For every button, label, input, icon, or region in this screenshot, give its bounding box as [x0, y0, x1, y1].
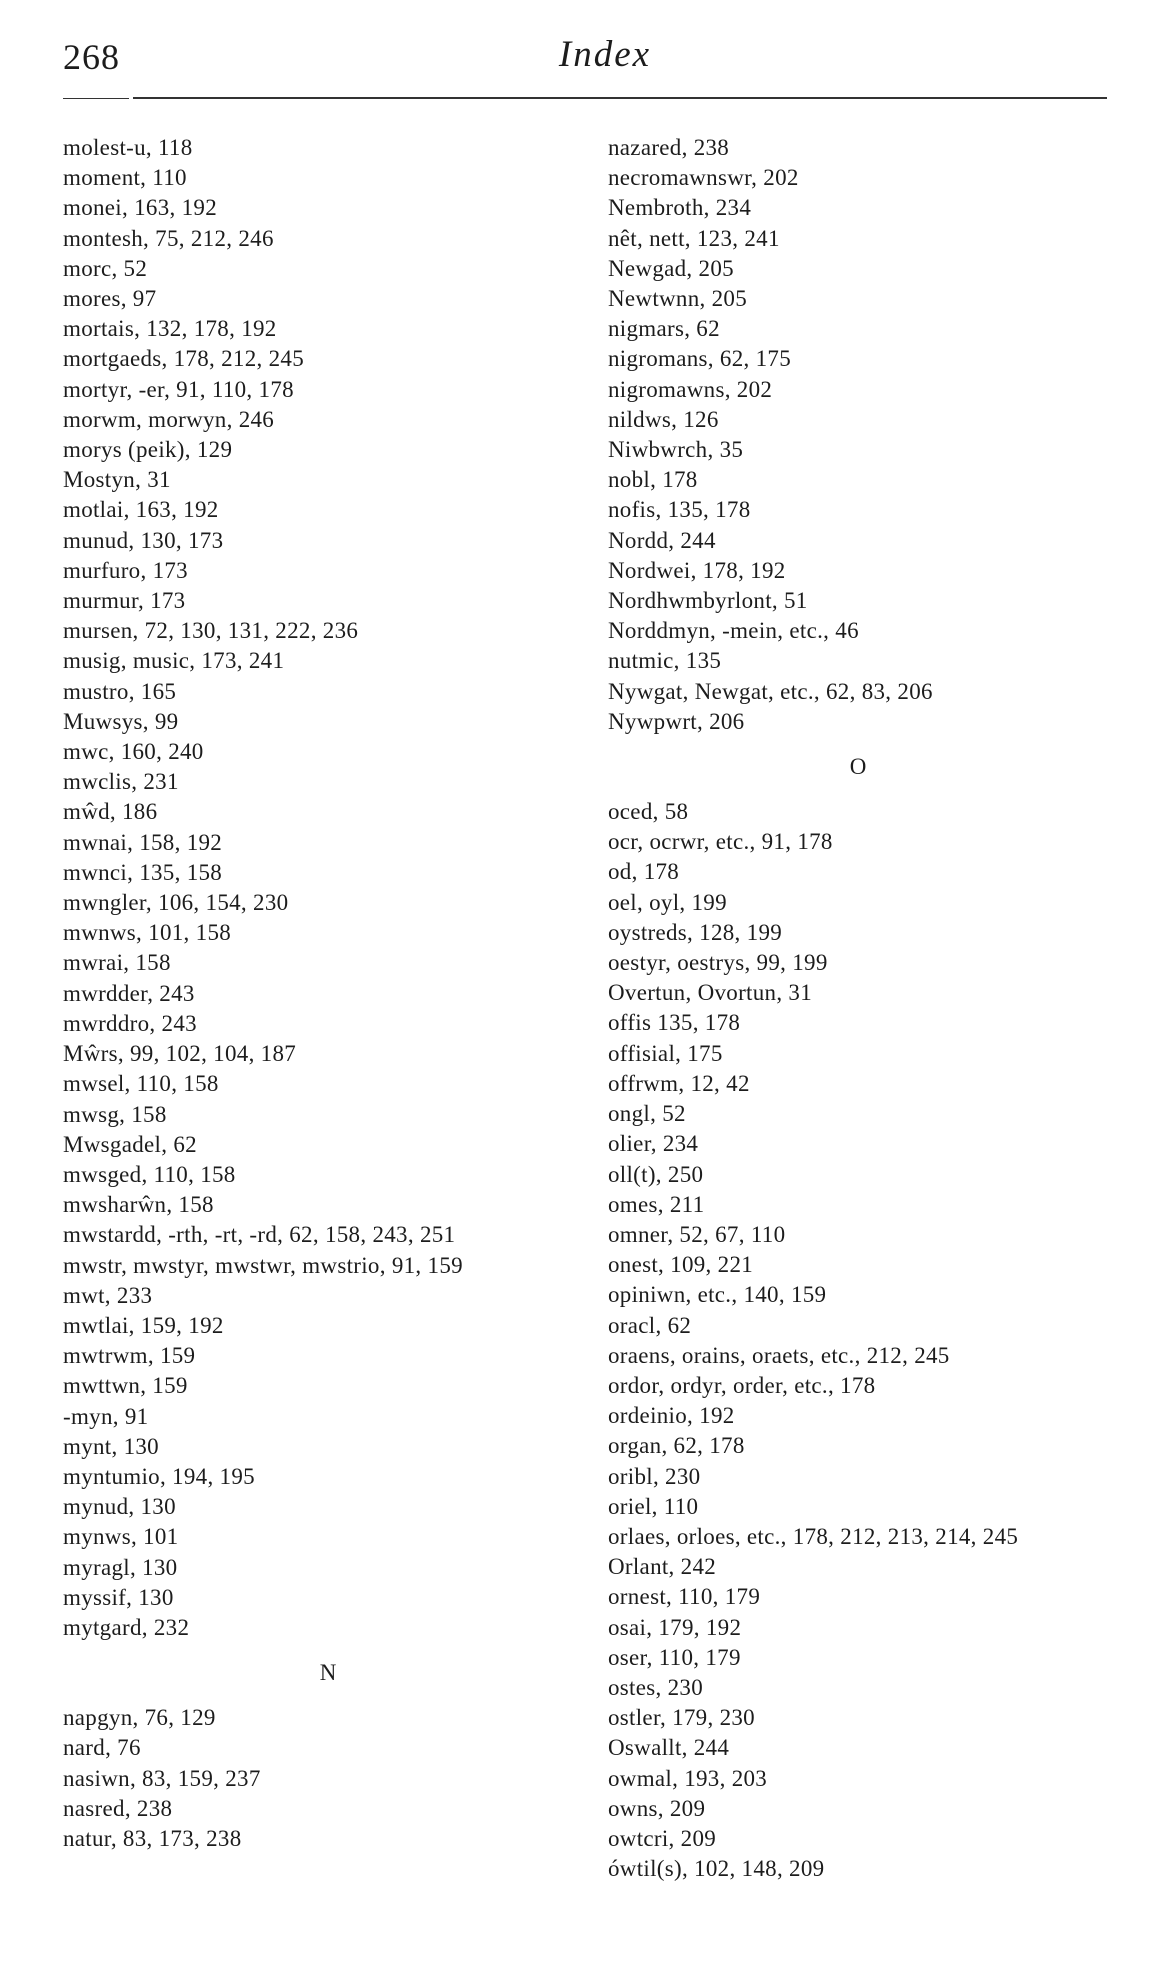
index-entry: oel, oyl, 199	[608, 889, 727, 915]
index-entry: oser, 110, 179	[608, 1644, 741, 1670]
index-entry: od, 178	[608, 859, 680, 885]
index-entry: Overtun, Ovortun, 31	[608, 980, 813, 1006]
index-entry: ocr, ocrwr, etc., 91, 178	[608, 829, 833, 855]
index-entry: mwtlai, 159, 192	[63, 1312, 224, 1338]
index-entry: mortais, 132, 178, 192	[63, 316, 277, 342]
index-entry: mwsged, 110, 158	[63, 1161, 236, 1187]
index-entry: morys (peik), 129	[63, 437, 233, 463]
index-entry: oestyr, oestrys, 99, 199	[608, 950, 828, 976]
index-entry: Nordhwmbyrlont, 51	[608, 588, 808, 614]
index-entry: oraens, orains, oraets, etc., 212, 245	[608, 1342, 950, 1368]
m-entries-list	[63, 133, 583, 1643]
index-entry: ornest, 110, 179	[608, 1584, 761, 1610]
index-entry: mynud, 130	[63, 1494, 176, 1520]
index-entry: ostler, 179, 230	[608, 1705, 755, 1731]
index-entry: Mwsgadel, 62	[63, 1131, 197, 1157]
index-entry: nigromawns, 202	[608, 376, 773, 402]
index-entry: oribl, 230	[608, 1463, 701, 1489]
index-entry: mwnci, 135, 158	[63, 859, 223, 885]
index-entry: onest, 109, 221	[608, 1252, 754, 1278]
index-entry: moment, 110	[63, 165, 187, 191]
index-entry: organ, 62, 178	[608, 1433, 745, 1459]
index-entry: omner, 52, 67, 110	[608, 1221, 786, 1247]
section-letter-n: N	[319, 1660, 337, 1686]
index-entry: offis 135, 178	[608, 1010, 741, 1036]
index-entry: mynt, 130	[63, 1433, 159, 1459]
n-entries-list-right	[608, 133, 1128, 737]
index-entry: Newtwnn, 205	[608, 286, 748, 312]
index-entry: nobl, 178	[608, 467, 698, 493]
index-entry: ówtil(s), 102, 148, 209	[608, 1856, 825, 1882]
index-entry: mwstardd, -rth, -rt, -rd, 62, 158, 243, 251	[63, 1222, 456, 1248]
index-entry: mwrdder, 243	[63, 980, 195, 1006]
index-entry: mwnws, 101, 158	[63, 920, 232, 946]
index-entry: mustro, 165	[63, 678, 177, 704]
index-entry: oll(t), 250	[608, 1161, 704, 1187]
index-entry: nofis, 135, 178	[608, 497, 751, 523]
index-entry: Mŵrs, 99, 102, 104, 187	[63, 1041, 297, 1067]
index-entry: murmur, 173	[63, 588, 186, 614]
index-entry: morwm, morwyn, 246	[63, 406, 275, 432]
index-entry: myssif, 130	[63, 1584, 174, 1610]
n-entries-list-left	[63, 1703, 583, 1854]
index-entry: myntumio, 194, 195	[63, 1463, 255, 1489]
index-entry: osai, 179, 192	[608, 1614, 742, 1640]
index-entry: Nordd, 244	[608, 527, 716, 553]
index-entry: motlai, 163, 192	[63, 497, 219, 523]
index-entry: ordeinio, 192	[608, 1403, 735, 1429]
index-entry: nasred, 238	[63, 1795, 173, 1821]
index-entry: nêt, nett, 123, 241	[608, 225, 780, 251]
index-entry: musig, music, 173, 241	[63, 648, 285, 674]
index-entry: murfuro, 173	[63, 557, 188, 583]
index-entry: mwt, 233	[63, 1282, 153, 1308]
index-entry: mwttwn, 159	[63, 1373, 188, 1399]
index-entry: mwnai, 158, 192	[63, 829, 223, 855]
index-entry: mwstr, mwstyr, mwstwr, mwstrio, 91, 159	[63, 1252, 463, 1278]
index-entry: -myn, 91	[63, 1403, 149, 1429]
index-entry: olier, 234	[608, 1131, 699, 1157]
index-entry: ongl, 52	[608, 1101, 686, 1127]
running-head-title: Index	[558, 34, 652, 75]
index-entry: montesh, 75, 212, 246	[63, 225, 274, 251]
index-entry: natur, 83, 173, 238	[63, 1825, 242, 1851]
index-entry: owmal, 193, 203	[608, 1765, 768, 1791]
index-entry: Nywgat, Newgat, etc., 62, 83, 206	[608, 678, 933, 704]
page-number: 268	[63, 37, 120, 77]
index-entry: mytgard, 232	[63, 1614, 190, 1640]
index-entry: offisial, 175	[608, 1040, 723, 1066]
index-entry: omes, 211	[608, 1191, 705, 1217]
index-entry: Muwsys, 99	[63, 708, 179, 734]
index-entry: orlaes, orloes, etc., 178, 212, 213, 214, 245	[608, 1523, 1019, 1549]
index-entry: monei, 163, 192	[63, 195, 217, 221]
o-entries-list	[608, 797, 1128, 1884]
index-entry: Mostyn, 31	[63, 467, 171, 493]
index-entry: mortgaeds, 178, 212, 245	[63, 346, 305, 372]
index-entry: mwc, 160, 240	[63, 739, 204, 765]
index-entry: offrwm, 12, 42	[608, 1070, 750, 1096]
index-entry: mores, 97	[63, 286, 157, 312]
index-entry: necromawnswr, 202	[608, 165, 799, 191]
index-entry: Niwbwrch, 35	[608, 437, 744, 463]
index-column-left	[63, 133, 583, 1854]
index-entry: nazared, 238	[608, 135, 730, 160]
index-entry: ordor, ordyr, order, etc., 178	[608, 1372, 876, 1398]
index-entry: oystreds, 128, 199	[608, 919, 783, 945]
index-entry: Norddmyn, -mein, etc., 46	[608, 618, 859, 644]
index-entry: mwrddro, 243	[63, 1010, 197, 1036]
index-entry: mwclis, 231	[63, 769, 179, 795]
index-entry: mŵd, 186	[63, 799, 158, 825]
index-entry: mwtrwm, 159	[63, 1343, 196, 1369]
index-entry: napgyn, 76, 129	[63, 1705, 216, 1731]
index-column-right	[608, 133, 1128, 1884]
index-entry: nasiwn, 83, 159, 237	[63, 1765, 261, 1791]
index-entry: nutmic, 135	[608, 648, 722, 674]
index-entry: Oswallt, 244	[608, 1735, 730, 1761]
index-entry: myragl, 130	[63, 1554, 178, 1580]
index-entry: mwsharŵn, 158	[63, 1192, 214, 1218]
index-entry: mwsg, 158	[63, 1101, 167, 1127]
index-entry: mwngler, 106, 154, 230	[63, 890, 289, 916]
index-entry: mursen, 72, 130, 131, 222, 236	[63, 618, 359, 644]
index-entry: nigromans, 62, 175	[608, 346, 791, 372]
index-entry: Orlant, 242	[608, 1554, 717, 1580]
index-entry: owns, 209	[608, 1795, 706, 1821]
index-entry: nard, 76	[63, 1735, 141, 1761]
index-entry: nildws, 126	[608, 406, 719, 432]
index-entry: Nordwei, 178, 192	[608, 557, 786, 583]
header-rule-short	[63, 98, 129, 99]
index-entry: mynws, 101	[63, 1524, 179, 1550]
index-entry: Nembroth, 234	[608, 195, 752, 221]
index-entry: oriel, 110	[608, 1493, 699, 1519]
index-entry: nigmars, 62	[608, 316, 720, 342]
header-rule-long	[133, 97, 1107, 99]
index-entry: mwsel, 110, 158	[63, 1071, 219, 1097]
index-entry: mortyr, -er, 91, 110, 178	[63, 376, 294, 402]
index-entry: munud, 130, 173	[63, 527, 224, 553]
index-entry: morc, 52	[63, 255, 148, 281]
index-entry: Nywpwrt, 206	[608, 708, 745, 734]
index-entry: oced, 58	[608, 799, 689, 825]
index-entry: opiniwn, etc., 140, 159	[608, 1282, 827, 1308]
index-entry: mwrai, 158	[63, 950, 171, 976]
section-letter-o: O	[849, 754, 867, 780]
index-entry: owtcri, 209	[608, 1825, 717, 1851]
index-entry: Newgad, 205	[608, 255, 734, 281]
index-entry: ostes, 230	[608, 1674, 703, 1700]
index-entry: molest-u, 118	[63, 135, 193, 160]
index-entry: oracl, 62	[608, 1312, 692, 1338]
